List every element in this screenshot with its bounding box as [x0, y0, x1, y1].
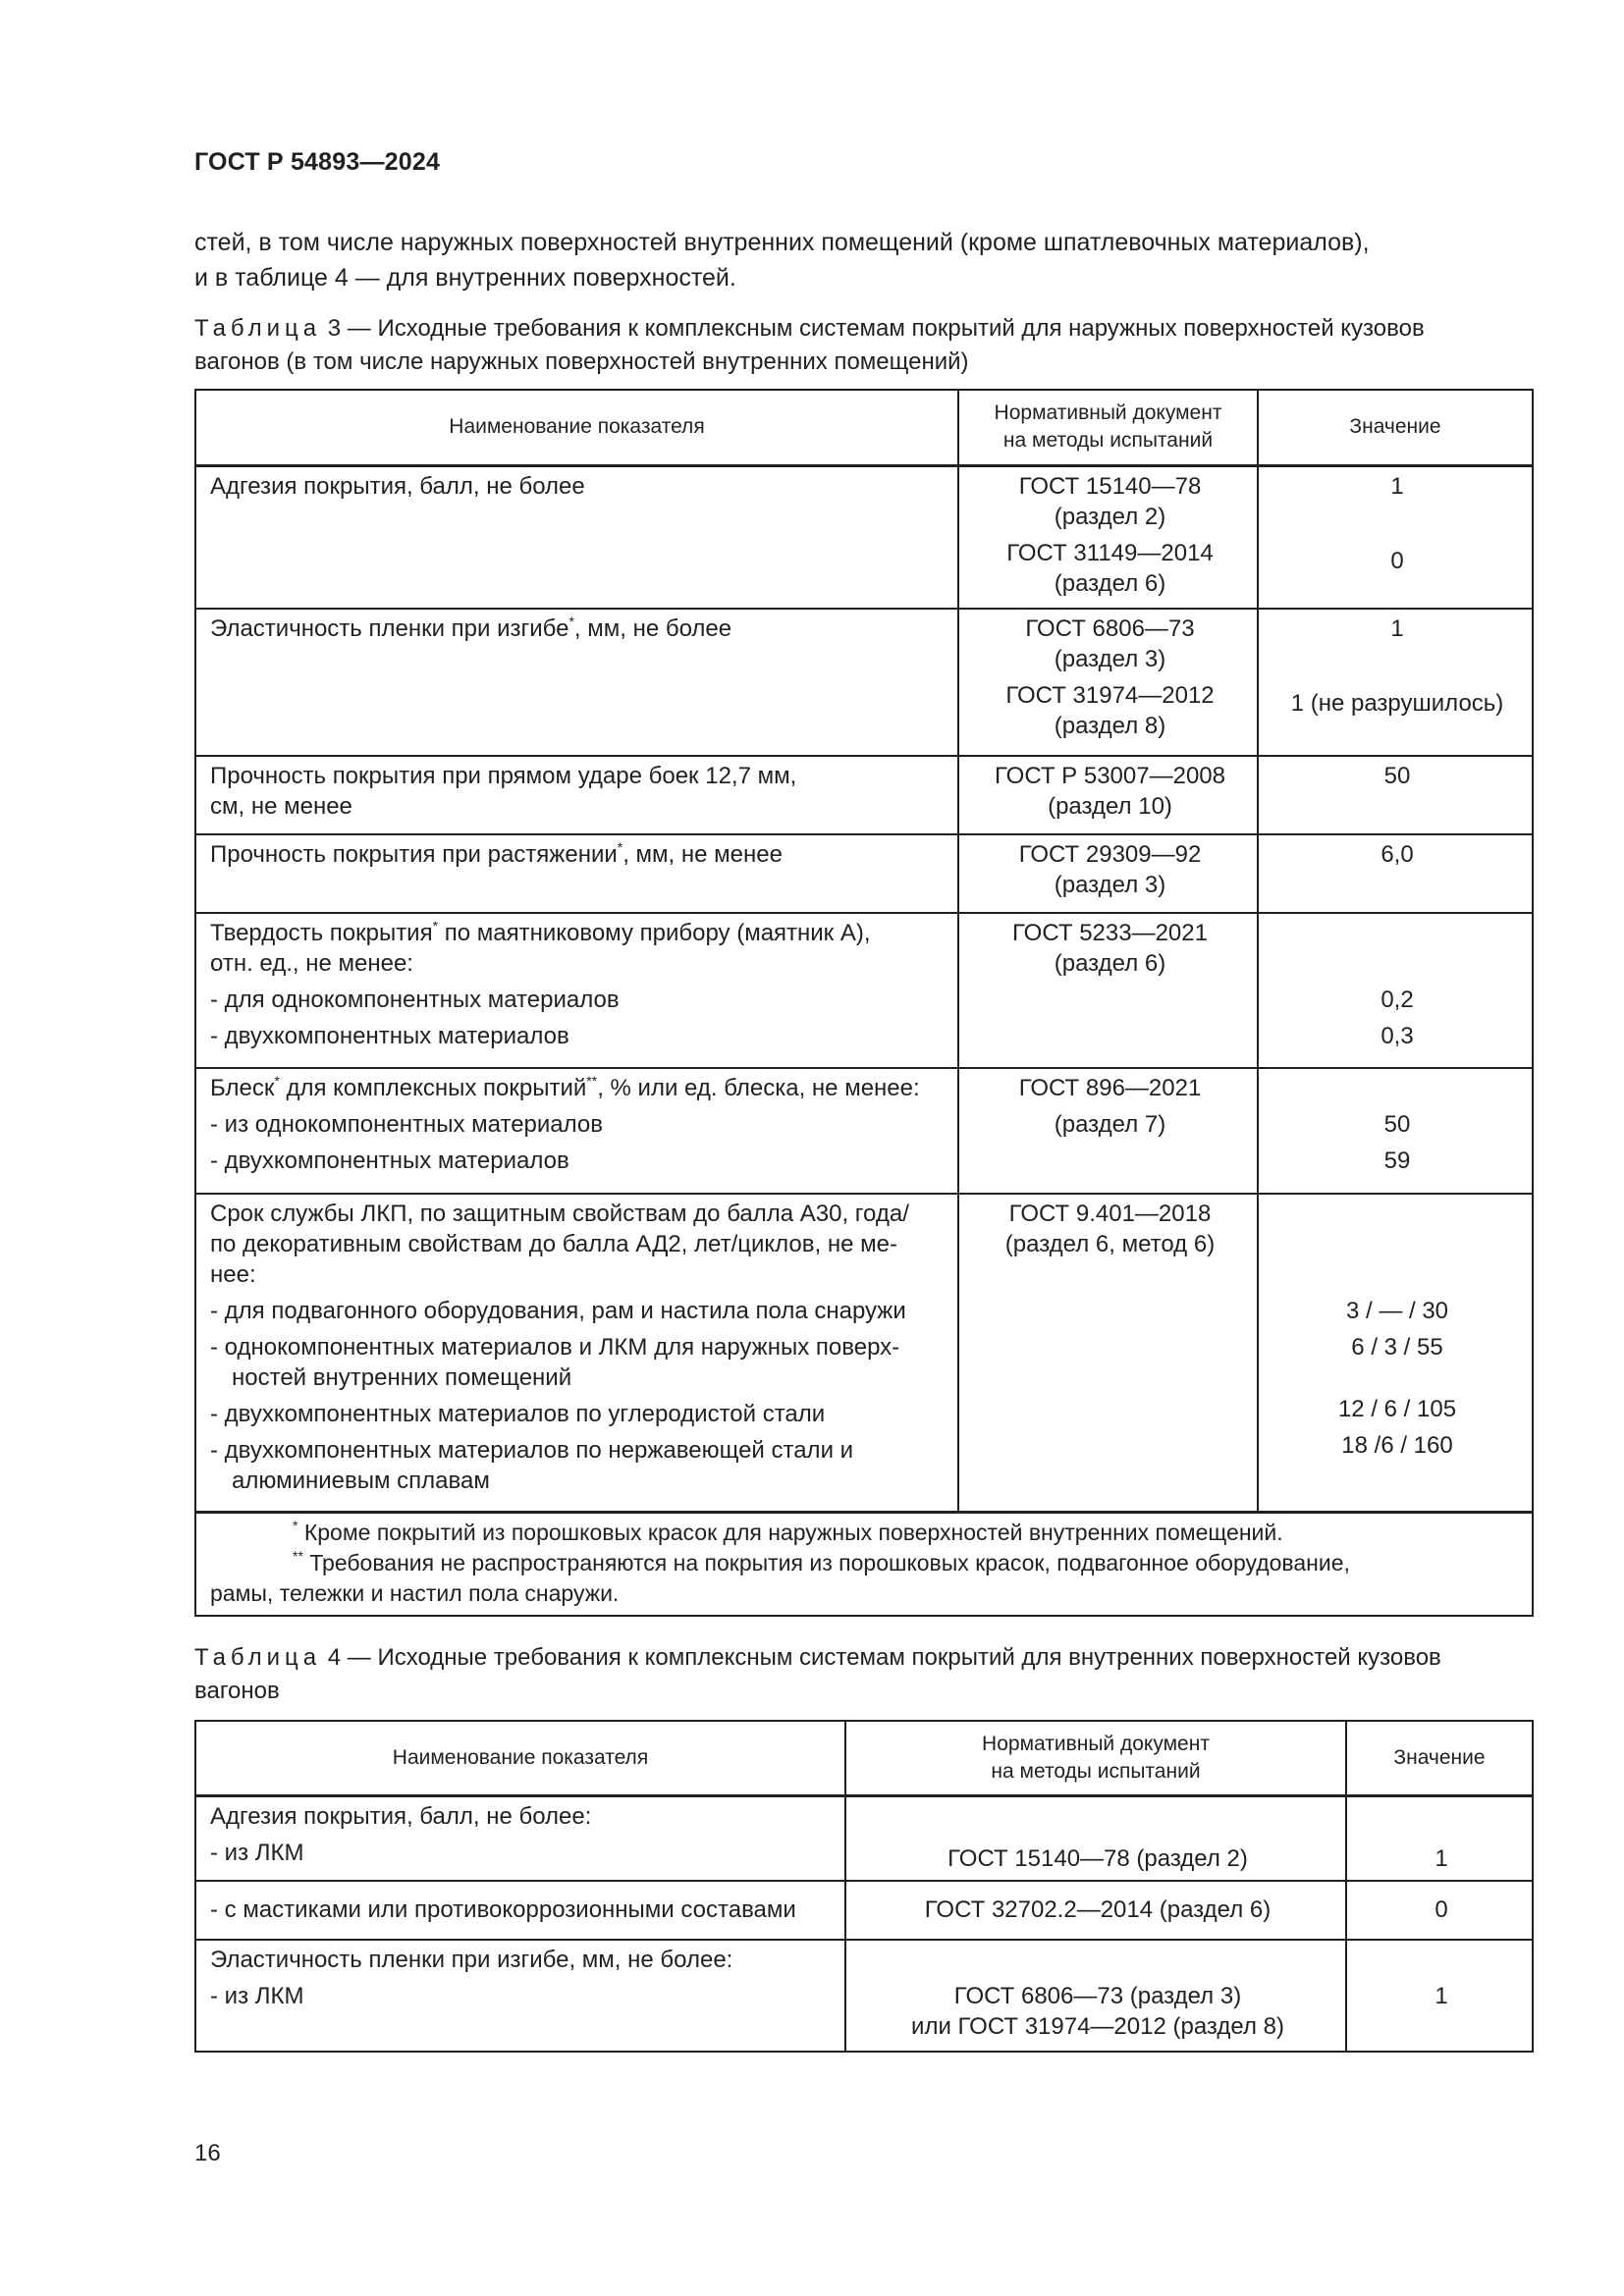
row-value: 0 — [1346, 1881, 1533, 1940]
row-value: 1 1 (не разрушилось) — [1258, 609, 1533, 756]
table3-header-value: Значение — [1258, 390, 1533, 465]
table-row — [195, 1194, 1533, 1512]
table4 — [194, 1720, 1534, 2053]
table-row — [195, 1881, 1533, 1940]
row-name: Адгезия покрытия, балл, не более — [195, 465, 958, 609]
table-row — [195, 756, 1533, 834]
row-value: 1 — [1346, 1940, 1533, 2052]
table4-caption-text: вагонов — [194, 1678, 280, 1704]
table3-header-doc: Нормативный документ на методы испытаний — [958, 390, 1258, 465]
row-name: Эластичность пленки при изгибе, мм, не более: - из ЛКМ — [195, 1940, 845, 2052]
row-value: 0,2 0,3 — [1258, 913, 1533, 1068]
intro-line: и в таблице 4 — для внутренних поверхностей. — [194, 264, 736, 292]
table4-header-doc: Нормативный документ на методы испытаний — [845, 1721, 1346, 1795]
table3-caption — [194, 312, 1532, 379]
table-row — [195, 913, 1533, 1068]
table-row — [195, 465, 1533, 609]
row-doc: ГОСТ 32702.2—2014 (раздел 6) — [845, 1881, 1346, 1940]
intro-line: стей, в том числе наружных поверхностей внутренних помещений (кроме шпатлевочных материалов), — [194, 229, 1370, 256]
row-doc: ГОСТ 5233—2021 (раздел 6) — [958, 913, 1258, 1068]
table-row — [195, 609, 1533, 756]
row-name: - с мастиками или противокоррозионными составами — [195, 1881, 845, 1940]
row-value: 50 — [1258, 756, 1533, 834]
row-value: 1 0 — [1258, 465, 1533, 609]
table-row — [195, 1068, 1533, 1194]
table3-footnotes: * Кроме покрытий из порошковых красок для наружных поверхностей внутренних помещений. ** Требования не распространяются на покрытия из порошковых красок, подвагонное оборудование, рамы, тележки и настил пола снаружи. — [195, 1512, 1533, 1616]
table3-caption-text: 3 — Исходные требования к комплексным системам покрытий для наружных поверхностей кузовов — [327, 315, 1425, 342]
row-value: 1 — [1346, 1795, 1533, 1881]
table4-caption-label: Таблица — [194, 1644, 322, 1671]
table3-header-name: Наименование показателя — [195, 390, 958, 465]
table4-caption — [194, 1641, 1532, 1708]
row-doc: ГОСТ 6806—73 (раздел 3) ГОСТ 31974—2012 (раздел 8) — [958, 609, 1258, 756]
document-designation: ГОСТ Р 54893—2024 — [194, 148, 441, 176]
row-name: Блеск* для комплексных покрытий**, % или ед. блеска, не менее: - из однокомпонентных материалов - двухкомпонентных материалов — [195, 1068, 958, 1194]
row-name: Твердость покрытия* по маятниковому прибору (маятник А), отн. ед., не менее: - для однокомпонентных материалов - двухкомпонентных материалов — [195, 913, 958, 1068]
row-value: 3 / — / 30 6 / 3 / 55 12 / 6 / 105 18 /6 / 160 — [1258, 1194, 1533, 1512]
row-doc: ГОСТ 6806—73 (раздел 3) или ГОСТ 31974—2012 (раздел 8) — [845, 1940, 1346, 2052]
table4-header-name: Наименование показателя — [195, 1721, 845, 1795]
row-doc: ГОСТ 15140—78 (раздел 2) — [845, 1795, 1346, 1881]
row-doc: ГОСТ Р 53007—2008 (раздел 10) — [958, 756, 1258, 834]
row-doc: ГОСТ 9.401—2018 (раздел 6, метод 6) — [958, 1194, 1258, 1512]
row-name: Эластичность пленки при изгибе*, мм, не более — [195, 609, 958, 756]
table3-notes — [195, 1512, 1533, 1616]
intro-paragraph — [194, 225, 1532, 295]
table-row — [195, 834, 1533, 913]
row-doc: ГОСТ 15140—78 (раздел 2) ГОСТ 31149—2014 (раздел 6) — [958, 465, 1258, 609]
row-doc: ГОСТ 29309—92 (раздел 3) — [958, 834, 1258, 913]
table3-caption-text: вагонов (в том числе наружных поверхностей внутренних помещений) — [194, 348, 969, 375]
page-number: 16 — [194, 2140, 221, 2166]
table-row — [195, 1940, 1533, 2052]
row-name: Адгезия покрытия, балл, не более: - из ЛКМ — [195, 1795, 845, 1881]
row-value: 50 59 — [1258, 1068, 1533, 1194]
row-value: 6,0 — [1258, 834, 1533, 913]
table3-caption-label: Таблица — [194, 315, 322, 342]
table4-header-value: Значение — [1346, 1721, 1533, 1795]
table4-caption-text: 4 — Исходные требования к комплексным системам покрытий для внутренних поверхностей кузовов — [327, 1644, 1441, 1671]
row-name: Прочность покрытия при прямом ударе боек 12,7 мм, см, не менее — [195, 756, 958, 834]
row-name: Срок службы ЛКП, по защитным свойствам до балла А30, года/ по декоративным свойствам до балла АД2, лет/циклов, не ме- нее: - для подвагонного оборудования, рам и настила пола снаружи - однокомпонентных материалов и ЛКМ для наружных поверх- ностей внутренних помещений - двухкомпонентных материалов по углеродистой стали - двухкомпонентных материалов по нержавеющей стали и алюминиевым сплавам — [195, 1194, 958, 1512]
table3 — [194, 389, 1534, 1617]
table-row — [195, 1795, 1533, 1881]
row-name: Прочность покрытия при растяжении*, мм, не менее — [195, 834, 958, 913]
row-doc: ГОСТ 896—2021 (раздел 7) — [958, 1068, 1258, 1194]
